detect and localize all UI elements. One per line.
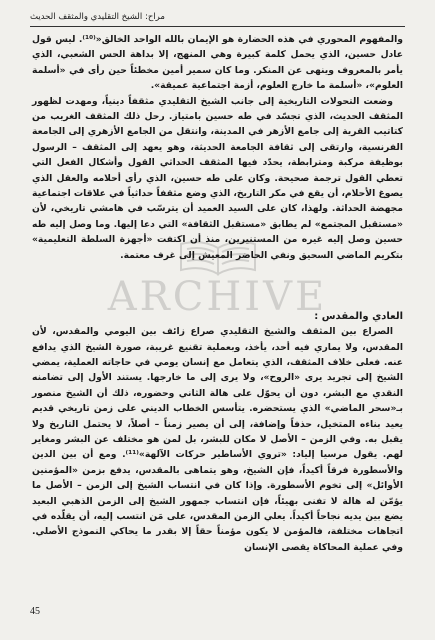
body-text [32, 32, 403, 555]
running-header [30, 10, 405, 27]
paragraph-2: وضعت التحولات التاريخية إلى جانب الشيخ التقليدي مثقفاً دينياً، ومهدت لظهور المثقف الحديث، الذي تجسّد في طه حسين بامتياز. رحل ذلك المثقف الغريب من كتاتيب القرية إلى جامع الأزهر في المدينة، وانتقل من الجامع الأزهري إلى الجامعة الفرنسية، وارتقى إلى ثقافة الجامعة الحديثة، وهو يعهد إلى المثقف – الرسول بوظيفة مركبة ومترابطة، يحدّد فيها المثقف الحداثي القول وأشكال الفعل التي تعطي القول ترجمة صحيحة. وكان على طه حسين، الذي رأى أحلامه والعقل الذي يصوغ الأحلام، أن يقع في مكر التاريخ، الذي وضع مثقفاً حداثياً في علاقات اجتماعية مجهضة الحداثة. ولهذا، كان على السيد العميد أن يترسّب في هامشي تاريخي، لأن «مستقبل المجتمع» لم يطابق «مستقبل الثقافة» التي دعا إليها. وما وصل إليه طه حسين وصل إليه غيره من المستنيرين، منذ أن اكتفت «أجهزة السلطة التعليمية» بتكريم الماضي السحيق ونفي الحاضر المعيش إلى غرف معتمة. [32, 95, 403, 261]
watermark-label: ARCHIVE [107, 274, 328, 320]
section-heading: العادي والمقدس : [314, 311, 403, 323]
paragraph-1: والمفهوم المحوري في هذه الحضارة هو الإيمان بالله الواحد الخالق«⁽¹⁰⁾. ليس قول عادل حسين، الذي يحمل كلمة كبيرة وهي المنهج، إلا بداهة الحس الشعبي، الذي يأمر بالمعروف وينهى عن المنكر. وما كان سمير أمين مخطئاً حين رأى في «أسلمة العلوم»، «أسلمة ما خارج العلوم، أزمة اجتماعية عميقة». [32, 34, 403, 92]
running-title: مراح: الشيخ التقليدي والمثقف الحديث [30, 12, 165, 22]
paragraph-3: الصراع بين المثقف والشيخ التقليدي صراع زائف بين اليومي والمقدس، لأن المقدس، ولا يماري فيه أحد، يأخذ، وبعملية تقنيع غريبة، صورة الشيخ الذي يدافع عنه. فعلى خلاف المثقف، الذي يتعامل مع إنسان يومي في حاجاته العملية، يمضي الشيخ إلى تجريد يرى «الروح»، ولا يرى إلى ما خارجها. يستند الأول إلى تضامنه النقدي مع البشر، دون أن يحوّل على هالة الثاني وحضوره، ذلك أن الشيخ منصور بـ«سحر الماضي» الذي يستحضره. يتأسس الخطاب الديني على زمن تاريخي قديم يعيد بناءه المتخيل، حذفاً وإضافة، إلى أن يصير زمناً – أصلاً، لا يحتمل التاريخ ولا يقبل به. وفي الزمن – الأصل لا مكان للبشر، بل لمن هو مختلف عن البشر ومغاير لهم. يقول مرسيا إلياد: «تروي الأساطير حركات الآلهة»⁽¹¹⁾. ومع أن بين الدين والأسطورة فرقاً أكيداً، فإن الشيخ، وهو يتماهى بالمقدس، يدفع بزمن «المؤمنين الأوائل» إلى تخوم الأسطورة. وإذا كان في انتساب الشيخ إلى الزمن – الأصل ما يؤمّن له هالة لا تفنى بهيئاً، فإن انتساب جمهور الشيخ إلى الزمن الذهبي البعيد يضع بين يديه نجاحاً أكيداً. يعلي الزمن المقدس، على مَن انتسب إليه، أن يقلّده في اتجاهات مختلفة، فالمؤمن لا يكون مؤمناً حقاً إلا بقدر ما يحاكي النموذج الأصلي. وفي عملية المحاكاة يقصى الإنسان [32, 326, 403, 553]
page-number: 45 [30, 606, 40, 617]
spacer [32, 263, 403, 309]
